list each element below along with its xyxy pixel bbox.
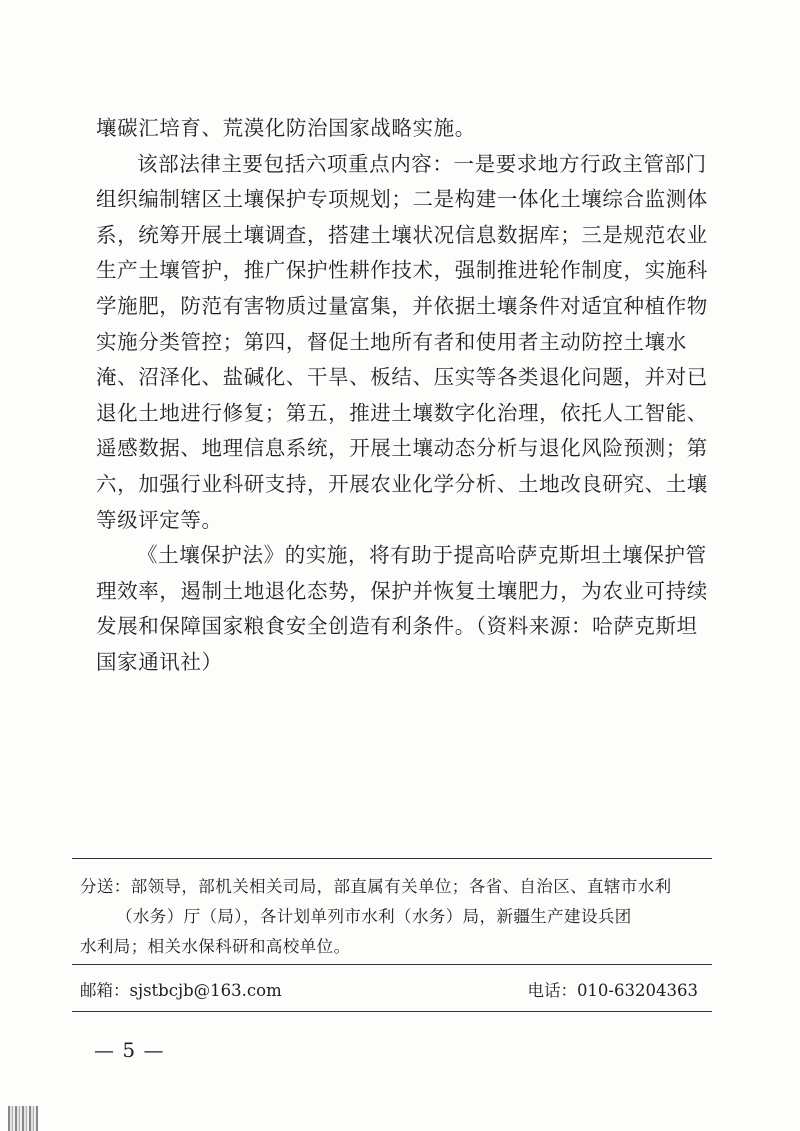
scan-edge-mark xyxy=(8,1106,38,1131)
paragraph-key-contents: 该部法律主要包括六项重点内容：一是要求地方行政主管部门组织编制辖区土壤保护专项规划；二是构建一体化土壤综合监测体系，统筹开展土壤调查，搭建土壤状况信息数据库；三是规范农业生产土壤管护，推广保护性耕作技术，强制推进轮作制度，实施科学施肥，防范有害物质过量富集，并依据土壤条件对适宜种植作物实施分类管控；第四，督促土地所有者和使用者主动防控土壤水淹、沼泽化、盐碱化、干旱、板结、压实等各类退化问题，并对已退化土地进行修复；第五，推进土壤数字化治理，依托人工智能、遥感数据、地理信息系统，开展土壤动态分析与退化风险预测；第六，加强行业科研支持，开展农业化学分析、土地改良研究、土壤等级评定等。 xyxy=(96,151,708,532)
divider-bottom xyxy=(72,1011,712,1012)
page-number: — 5 — xyxy=(94,1038,165,1062)
article-body xyxy=(96,111,718,681)
distribution-list xyxy=(80,872,710,962)
contact-email: 邮箱：sjstbcjb@163.com xyxy=(80,981,282,1000)
distribution-label: 分送： xyxy=(80,877,131,896)
paragraph-continuation: 壤碳汇培育、荒漠化防治国家战略实施。 xyxy=(96,116,476,140)
paragraph-conclusion: 《土壤保护法》的实施，将有助于提高哈萨克斯坦土壤保护管理效率，遏制土地退化态势，保护并恢复土壤肥力，为农业可持续发展和保障国家粮食安全创造有利条件。（资料来源：哈萨克斯坦国家通讯社） xyxy=(96,543,708,674)
contact-phone: 电话：010-63204363 xyxy=(527,981,698,1000)
divider-middle xyxy=(72,964,712,965)
distribution-recipients-1: 部领导，部机关相关司局，部直属有关单位；各省、自治区、直辖市水利 xyxy=(130,877,672,896)
distribution-line-3: 水利局；相关水保科研和高校单位。 xyxy=(80,937,351,956)
distribution-line-2: （水务）厅（局），各计划单列市水利（水务）局，新疆生产建设兵团 xyxy=(116,907,632,926)
distribution-line-1 xyxy=(80,872,710,902)
divider-top xyxy=(72,858,712,859)
